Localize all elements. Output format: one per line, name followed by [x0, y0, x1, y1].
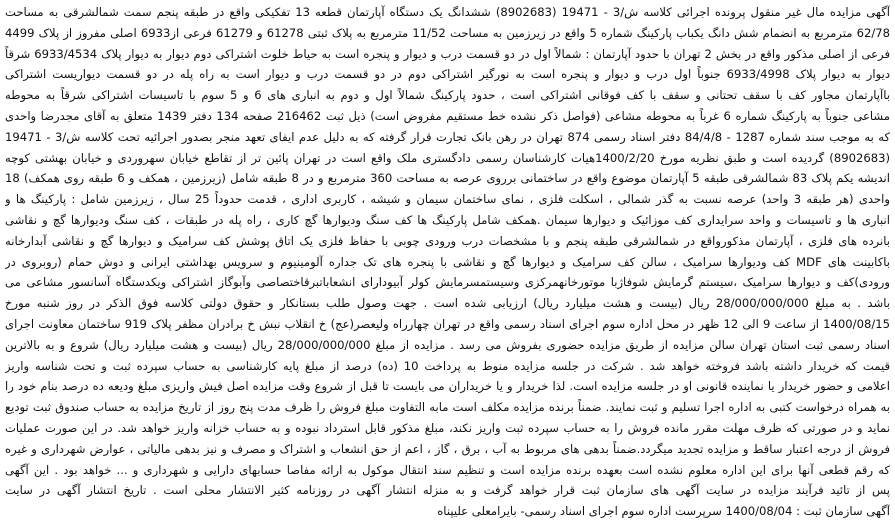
notice-line: باشد . به مبلغ 28/000/000/000 ریال (بیست و هشت میلیارد ریال) ارزیابی شده است . جهت وصول طلب بستانکار و حقوق دولتی کلاسه فوق الذکر در روز شنبه مورخ: [5, 296, 890, 311]
notice-line: دیوار به دیوار پلاک 6933/4998 جنوباً اول درب و دیوار و پنجره است به نورگیر اشتراکی دوم در دو قسمت درب و دیوار است به راه پله در دو قسمت دیواریست اشتراکی: [5, 67, 890, 82]
notice-line: باکابینت های MDF کف ودیوارها سرامیک ، سالن کف سرامیک و دیوارها گچ و نقاشی با پنجره های تک جداره آلومینیوم و سرویس بهداشتی ایرانی و دوش حمام (روبروی در: [5, 254, 890, 269]
notice-line: مشاعی جنوباً به پارکینگ شماره 6 غرباً به محوطه مشاعی (فواصل ذکر نشده خط مستقیم مفروض است) ذیل ثبت 216462 صفحه 134 دفتر 1439 متعلق به آقای مجدرضا واحدی: [5, 108, 890, 123]
notice-line: که رقم قطعی آنها برای این اداره معلوم نشده است بعهده برنده مزایده است و تنظیم سند انتقال موکول به ارائه مفاصا حسابهای دارایی و شهرداری و ... خواهد بود . این آگهی: [5, 462, 890, 477]
notice-line: اندیشه یکم پلاک 83 شمالشرقی طبقه 5 آپارتمان موضوع واقع در ساختمانی برروی عرصه به مساحت 360 مترمربع و در 8 طبقه شامل (زیرزمین ، همکف و 6 طبقه روی همکف) 18: [5, 171, 890, 186]
notice-line: فروش از درجه اعتبار ساقط و مزایده تجدید میگردد.ضمناً بدهی های مربوط به آب ، برق ، گاز ، اعم از حق انشعاب و اشتراک و مصرف و نیز بدهی مالیاتی ، عوارض شهرداری و غیره: [5, 441, 890, 456]
notice-line: قیمت که خریدار داشته باشد فروخته خواهد شد . شرکت در جلسه مزایده منوط به پرداخت 10 (ده) درصد از مبلغ پایه کارشناسی به حساب سپرده ثبت و تحت شناسه واریز: [5, 358, 890, 373]
auction-notice-text: [5, 2, 890, 522]
notice-line: (8902683) گردیده است و طبق نظریه مورخ 1400/2/20هیات کارشناسان رسمی دادگستری ملک واقع است در تهران پائین تر از تقاطع خیابان سهروردی و خیابان بهشتی کوچه: [5, 150, 890, 165]
notice-line: ورودی)کف و دیوارها سرامیک ،سیستم گرمایش شوفاژبا موتورخانهمرکزی وسیستمسرمایش کولر آبیودارای انشعاباتبرقاختصاصی وآبوگاز اشتراکی ویکدستگاه آسانسور مشاعی می: [5, 275, 890, 290]
notice-line: آگهی مزایده مال غیر منقول پرونده اجرائی کلاسه ش/3 - 19471 (8902683) ششدانگ یک دستگاه آپارتمان قطعه 13 تفکیکی واقع در طبقه پنجم سمت شمالشرقی به مساحت: [5, 5, 890, 19]
notice-line: فرعی از اصلی مذکور واقع در بخش 2 تهران با حدود آپارتمان : شمالاً اول در دو قسمت درب و دیوار و پنجره است به حیاط خلوت اشتراکی دوم دیوار به دیوار پلاک 6933/4534 شرقاً: [5, 46, 890, 61]
notice-line: پس از تائید فرآیند مزایده در سایت آگهی های سازمان ثبت قرار خواهد گرفت و به منزله انتشار آگهی در روزنامه کثیر الانتشار محلی است . تاریخ انتشار آگهی در سایت: [5, 483, 890, 498]
notice-line: 62/78 مترمربع به انضمام شش دانگ یکباب پارکینگ شماره 5 واقع در زیرزمین به مساحت 11/52 مترمربع به پلاک ثبتی 61278 و 61279 فرعی از6933 اصلی مفروز از پلاک 4499: [5, 25, 890, 40]
notice-line: اسناد رسمی ثبت استان تهران سالن مزایده از طریق مزایده حضوری بفروش می رسد . مزایده از مبلغ 28/000/000/000 ریال (بیست و هشت میلیارد ریال) شروع و به بالاترین: [5, 337, 890, 352]
notice-line: باآپارتمان مجاور کف با سقف تحتانی و سقف با کف فوقانی اشتراکی است ، حدود پارکینگ شمالاً اول و دوم به انباری های 6 و 5 سوم با تاسیسات اشتراکی شرقاً به محوطه: [5, 88, 890, 103]
notice-line: بانرده های فلزی ، آپارتمان مذکورواقع در شمالشرقی طبقه پنجم و با مشخصات درب ورودی چوبی با حفاظ فلزی یک اتاق پوشش کف سرامیک و دیوارها گچ و نقاشی آبدارخانه: [5, 233, 890, 248]
notice-line: به همراه درخواست کتبی به اداره اجرا تسلیم و ثبت نمایند. ضمناً برنده مزایده مکلف است مابه التفاوت مبلغ فروش را ظرف مدت پنج روز از تاریخ مزایده به حساب صندوق ثبت تودیع: [5, 400, 890, 415]
notice-line: انباری ها و تاسیسات و واحد سرایداری کف موزائیک و دیوارها سیمان .همکف شامل پارکینگ ها کف سنگ ودیوارها گچ کاری ، راه پله در طبقات ، کف سنگ ودیوارها گچ و نقاشی: [5, 212, 890, 227]
notice-signature-line: آگهی سازمان ثبت : 1400/08/04 سرپرست اداره سوم اجرای اسناد رسمی- بایرامعلی علیپناه: [437, 504, 890, 519]
notice-line: 1400/08/15 از ساعت 9 الی 12 ظهر در محل اداره سوم اجرای اسناد رسمی واقع در تهران چهارراه ولیعصر(عج) خ انقلاب نبش خ برادران مظفر پلاک 919 ساختمان معاونت اجرای: [5, 316, 890, 331]
notice-line: نماید و در صورتی که ظرف مهلت مقرر مانده فروش را به حساب سپرده ثبت واریز نکند، مبلغ مذکور قابل استرداد نبوده و به حساب خزانه واریز خواهد شد. در این صورت عملیات: [5, 420, 890, 435]
notice-line: که به موجب سند شماره 1287 - 84/4/8 دفتر اسناد رسمی 874 تهران در رهن بانک تجارت قرار گرفته که به دلیل عدم ایفای تعهد منجر بصدور اجرائیه تحت کلاسه ش/3 - 19471: [5, 129, 890, 144]
notice-line: اعلامی و حضور خریدار یا نماینده قانونی او در جلسه مزایده است. لذا خریدار و یا خریداران می بایست تا قبل از شروع وقت مزایده اصل فیش واریزی مبلغ ودیعه ده درصد بنام خود را: [5, 379, 890, 394]
notice-line: واحدی (هر طبقه 3 واحد) عرصه نسبت به گذر شمالی ، اسکلت فلزی ، نمای ساختمان سیمان و شیشه ، کاربری اداری ، قدمت حدوداً 25 سال ، زیرزمین شامل : پارکینگ ها و: [5, 192, 890, 207]
